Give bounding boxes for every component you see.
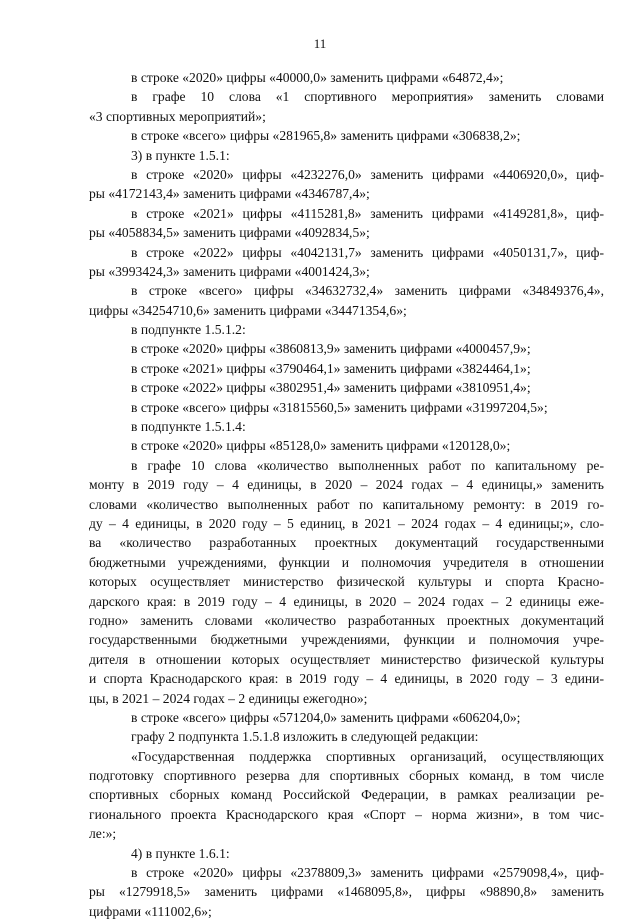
text-line: которых осуществляет министерство физической культуры и спорта Красно- bbox=[89, 574, 604, 590]
text-line: ва «количество разработанных проектных документаций государственными bbox=[89, 535, 604, 551]
text-line: ры «4058834,5» заменить цифрами «4092834,5»; bbox=[89, 225, 370, 241]
text-line: в строке «всего» цифры «31815560,5» заменить цифрами «31997204,5»; bbox=[131, 399, 548, 415]
text-line: годно» заменить словами «количество разработанных проектных документаций bbox=[89, 612, 604, 628]
text-line: в строке «2020» цифры «40000,0» заменить цифрами «64872,4»; bbox=[131, 70, 504, 85]
text-line: «3 спортивных мероприятий»; bbox=[89, 108, 266, 124]
text-line: цы, в 2021 – 2024 годах – 2 единицы ежегодно»; bbox=[89, 690, 368, 706]
text-line: гионального проекта Краснодарского края «Спорт – норма жизни», в том чис- bbox=[89, 806, 604, 822]
text-line: в строке «всего» цифры «34632732,4» заменить цифрами «34849376,4», bbox=[131, 283, 604, 299]
text-line: цифры «34254710,6» заменить цифрами «34471354,6»; bbox=[89, 302, 407, 318]
text-line: ры «4172143,4» заменить цифрами «4346787,4»; bbox=[89, 186, 370, 202]
text-line: спортивных сборных команд Российской Федерации, в рамках реализации ре- bbox=[89, 787, 604, 803]
text-line: в строке «2022» цифры «3802951,4» заменить цифрами «3810951,4»; bbox=[131, 380, 531, 396]
text-line: государственными бюджетными учреждениями, функции и полномочия учре- bbox=[89, 632, 604, 648]
text-line: в графе 10 слова «1 спортивного мероприятия» заменить словами bbox=[131, 89, 604, 105]
text-line: 4) в пункте 1.6.1: bbox=[131, 845, 230, 861]
text-line: в строке «2021» цифры «3790464,1» заменить цифрами «3824464,1»; bbox=[131, 360, 531, 376]
text-line: бюджетными учреждениями, функции и полномочия учредителя в отношении bbox=[89, 554, 604, 570]
text-line: ле:»; bbox=[89, 826, 117, 842]
text-line: в строке «всего» цифры «281965,8» заменить цифрами «306838,2»; bbox=[131, 128, 521, 144]
text-line: в строке «2020» цифры «2378809,3» заменить цифрами «2579098,4», циф- bbox=[131, 865, 604, 881]
text-line: графу 2 подпункта 1.5.1.8 изложить в следующей редакции: bbox=[131, 729, 479, 745]
text-line: в графе 10 слова «количество выполненных работ по капитальному ре- bbox=[131, 457, 604, 473]
text-line: цифрами «111002,6»; bbox=[89, 903, 212, 919]
text-line: дителя в отношении которых осуществляет министерство физической культуры bbox=[89, 651, 604, 667]
text-line: монту в 2019 году – 4 единицы, в 2020 – 2024 годах – 4 единицы,» заменить bbox=[89, 477, 604, 493]
text-line: ры «3993424,3» заменить цифрами «4001424,3»; bbox=[89, 263, 370, 279]
text-line: «Государственная поддержка спортивных организаций, осуществляющих bbox=[131, 748, 604, 764]
text-line: подготовку спортивного резерва для спортивных сборных команд, в том числе bbox=[89, 768, 604, 784]
text-line: дарского края: в 2019 году – 4 единицы, в 2020 – 2024 годах – 2 единицы еже- bbox=[89, 593, 604, 609]
text-line: в строке «2022» цифры «4042131,7» заменить цифрами «4050131,7», циф- bbox=[131, 244, 604, 260]
text-line: 3) в пункте 1.5.1: bbox=[131, 147, 230, 163]
text-line: в строке «2020» цифры «4232276,0» заменить цифрами «4406920,0», циф- bbox=[131, 166, 604, 182]
text-line: в строке «2020» цифры «85128,0» заменить цифрами «120128,0»; bbox=[131, 438, 511, 454]
text-line: в строке «2020» цифры «3860813,9» заменить цифрами «4000457,9»; bbox=[131, 341, 531, 357]
text-line: в подпункте 1.5.1.4: bbox=[131, 419, 246, 435]
text-line: словами «количество выполненных работ по капитальному ремонту: в 2019 го- bbox=[89, 496, 604, 512]
text-line: и спорта Краснодарского края: в 2019 году – 4 единицы, в 2020 году – 3 едини- bbox=[89, 671, 604, 687]
text-line: ры «1279918,5» заменить цифрами «1468095,8», цифры «98890,8» заменить bbox=[89, 884, 604, 900]
text-line: в подпункте 1.5.1.2: bbox=[131, 322, 246, 338]
text-line: в строке «всего» цифры «571204,0» заменить цифрами «606204,0»; bbox=[131, 709, 521, 725]
document-body bbox=[89, 68, 604, 921]
page-number: 11 bbox=[313, 36, 327, 51]
text-line: ду – 4 единицы, в 2020 году – 5 единиц, в 2021 – 2024 годах – 4 единицы;», сло- bbox=[89, 515, 604, 531]
text-line: в строке «2021» цифры «4115281,8» заменить цифрами «4149281,8», циф- bbox=[131, 205, 604, 221]
